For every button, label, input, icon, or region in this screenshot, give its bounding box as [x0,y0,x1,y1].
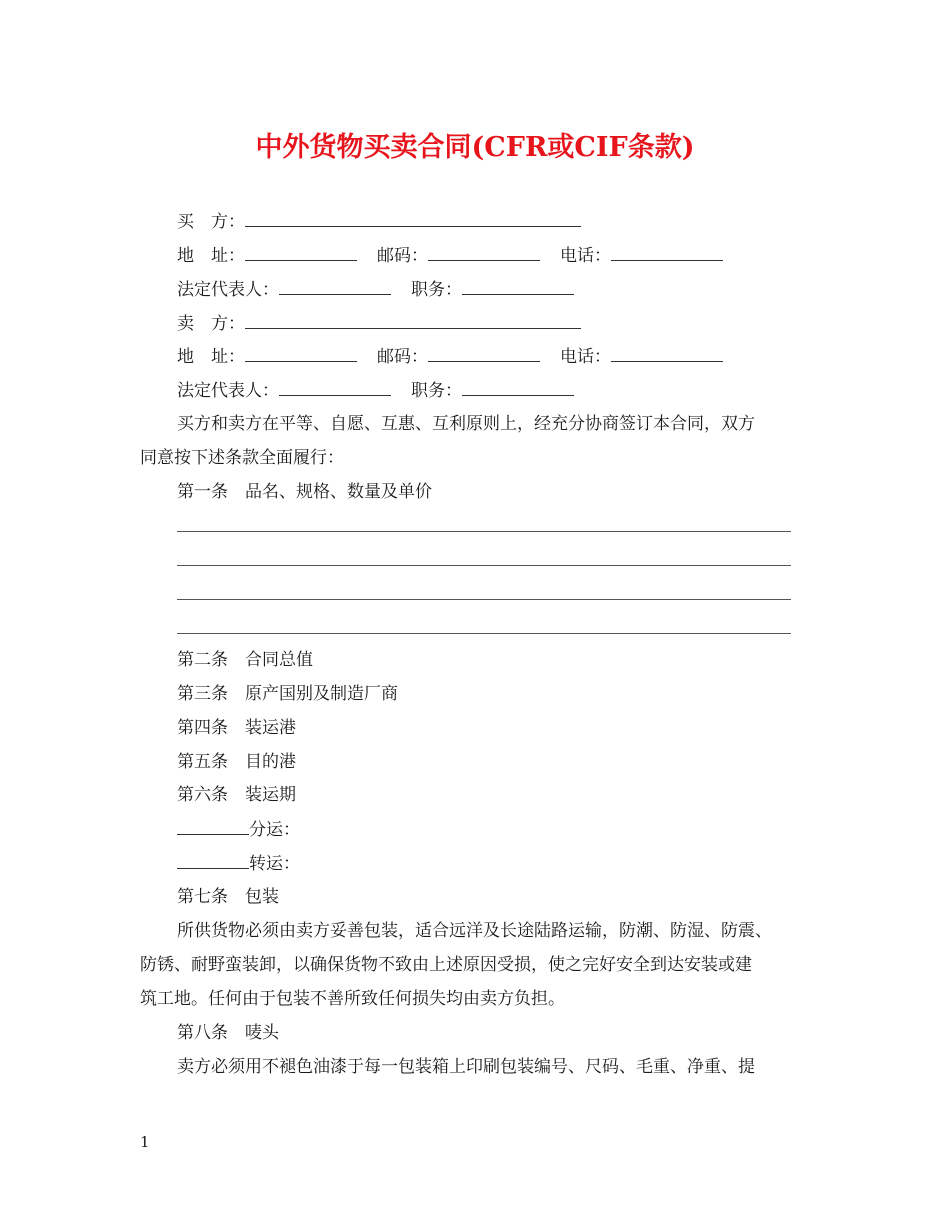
transshipment-label: 转运： [249,854,300,874]
document-title: 中外货物买卖合同(CFR或CIF条款) [255,132,695,163]
buyer-rep-line [177,278,574,301]
buyer-address-label: 地 址： [177,246,245,266]
article-2-heading: 第二条 合同总值 [177,650,313,670]
page-number: 1 [140,1133,150,1151]
transshipment-blank[interactable] [177,852,249,869]
article-1-blank-line-2[interactable] [177,565,791,566]
buyer-rep-label: 法定代表人： [177,280,279,300]
seller-label: 卖 方： [177,314,245,334]
seller-blank[interactable] [245,312,581,329]
article-1-heading: 第一条 品名、规格、数量及单价 [177,482,432,502]
buyer-position-blank[interactable] [462,278,574,295]
buyer-address-blank[interactable] [245,244,357,261]
intro-line-2: 同意按下述条款全面履行： [140,448,344,468]
article-1-blank-line-1[interactable] [177,531,791,532]
seller-position-blank[interactable] [462,379,574,396]
seller-postcode-blank[interactable] [428,345,540,362]
seller-address-label: 地 址： [177,347,245,367]
seller-postcode-label: 邮码： [377,347,428,367]
buyer-address-line [177,244,723,267]
partial-shipment-blank[interactable] [177,818,249,835]
article-6-heading: 第六条 装运期 [177,785,296,805]
article-5-heading: 第五条 目的港 [177,752,296,772]
intro-line-1: 买方和卖方在平等、自愿、互惠、互利原则上，经充分协商签订本合同，双方 [177,414,755,434]
buyer-phone-label: 电话： [560,246,611,266]
seller-rep-label: 法定代表人： [177,381,279,401]
article-1-blank-line-4[interactable] [177,633,791,634]
packing-line-2: 防锈、耐野蛮装卸，以确保货物不致由上述原因受损，使之完好安全到达安装或建 [140,955,752,975]
article-8-heading: 第八条 唛头 [177,1023,279,1043]
seller-address-line [177,345,723,368]
marks-line-1: 卖方必须用不褪色油漆于每一包装箱上印刷包装编号、尺码、毛重、净重、提 [177,1057,755,1077]
buyer-blank[interactable] [245,210,581,227]
partial-shipment-label: 分运： [249,820,300,840]
buyer-line [177,210,581,233]
seller-phone-label: 电话： [560,347,611,367]
buyer-rep-blank[interactable] [279,278,391,295]
seller-line [177,312,581,335]
seller-address-blank[interactable] [245,345,357,362]
buyer-postcode-blank[interactable] [428,244,540,261]
packing-line-1: 所供货物必须由卖方妥善包装，适合远洋及长途陆路运输，防潮、防湿、防震、 [177,921,772,941]
partial-shipment-line [177,818,300,841]
buyer-phone-blank[interactable] [611,244,723,261]
buyer-label: 买 方： [177,212,245,232]
article-7-heading: 第七条 包装 [177,887,279,907]
article-3-heading: 第三条 原产国别及制造厂商 [177,684,398,704]
seller-rep-line [177,379,574,402]
seller-position-label: 职务： [411,381,462,401]
article-1-blank-line-3[interactable] [177,599,791,600]
article-4-heading: 第四条 装运港 [177,718,296,738]
packing-line-3: 筑工地。任何由于包装不善所致任何损失均由卖方负担。 [140,989,565,1009]
seller-phone-blank[interactable] [611,345,723,362]
buyer-position-label: 职务： [411,280,462,300]
buyer-postcode-label: 邮码： [377,246,428,266]
seller-rep-blank[interactable] [279,379,391,396]
transshipment-line [177,852,300,875]
